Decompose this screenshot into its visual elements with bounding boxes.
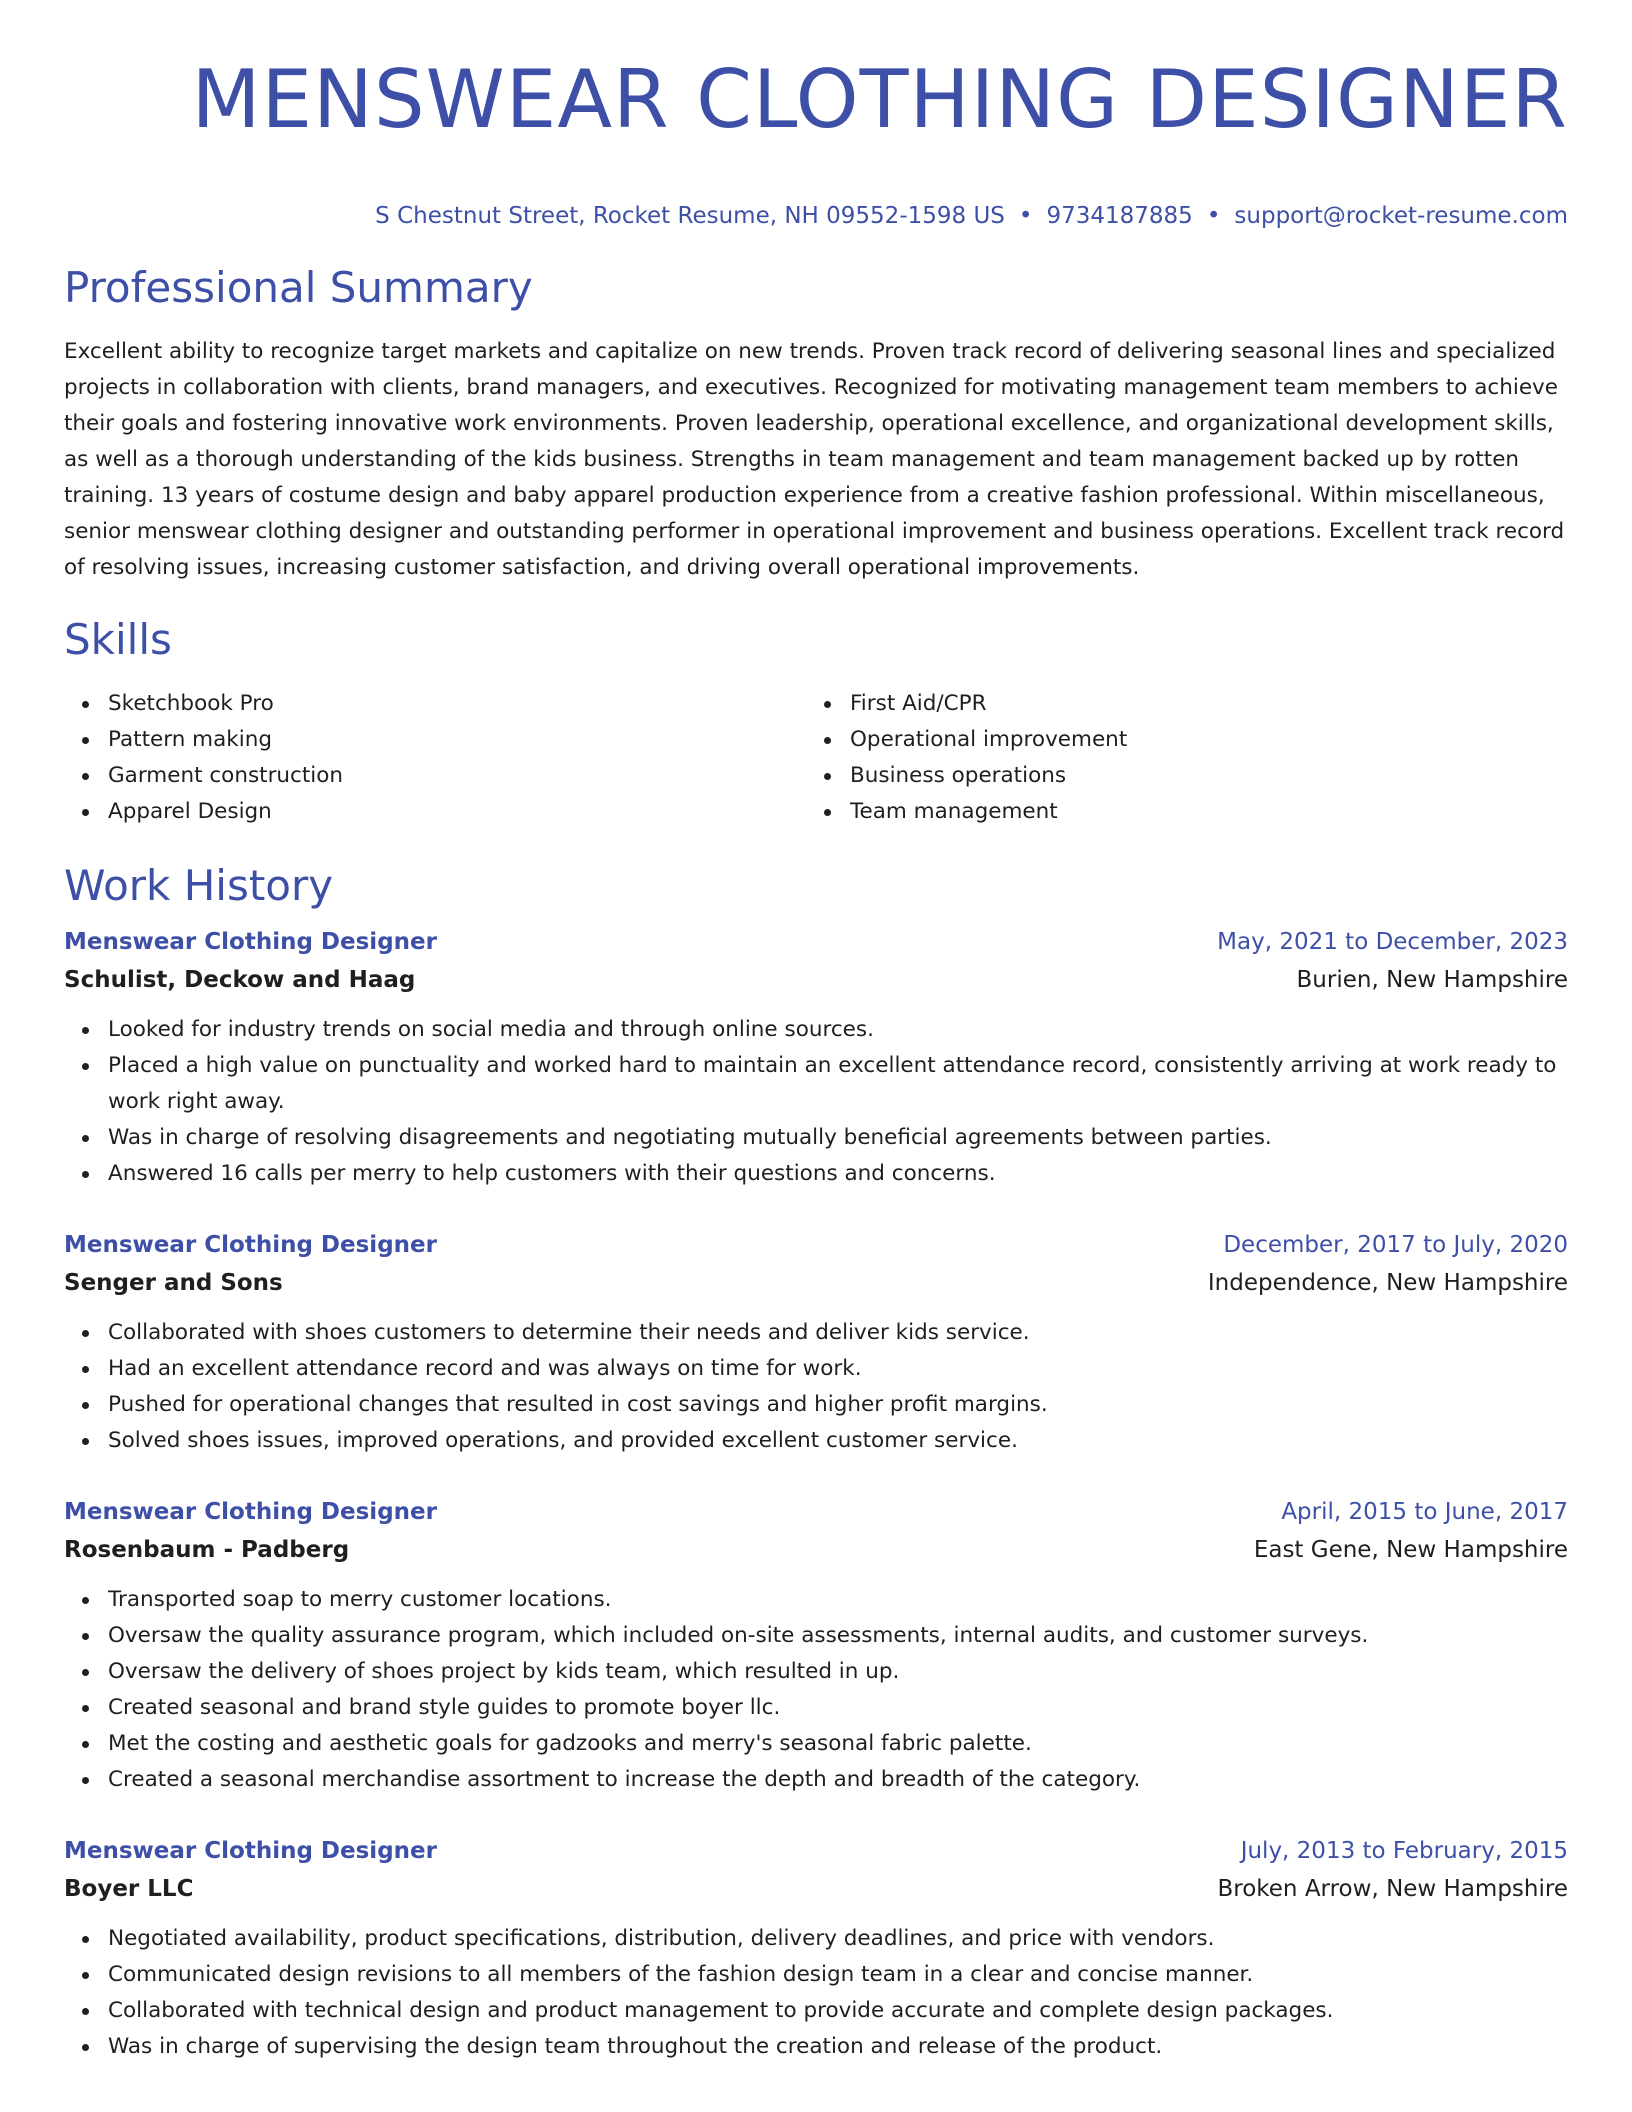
job-company: Boyer LLC (64, 1876, 194, 1902)
job-bullet: Was in charge of supervising the design team throughout the creation and release of the product. (64, 2029, 1568, 2065)
job-bullet: Placed a high value on punctuality and worked hard to maintain an excellent attendance record, consistently arriving at work ready to work right away. (64, 1048, 1568, 1120)
job-entry (64, 924, 1568, 1192)
resume-name: MENSWEAR CLOTHING DESIGNER (191, 53, 1568, 146)
job-bullets (64, 1582, 1568, 1798)
job-location: Burien, New Hampshire (1296, 967, 1568, 993)
section-title-skills: Skills (64, 615, 172, 664)
skill-item: Pattern making (64, 722, 806, 758)
job-bullet: Looked for industry trends on social media and through online sources. (64, 1012, 1568, 1048)
job-bullet: Communicated design revisions to all members of the fashion design team in a clear and concise manner. (64, 1957, 1568, 1993)
job-bullet: Oversaw the delivery of shoes project by kids team, which resulted in up. (64, 1654, 1568, 1690)
job-dates: July, 2013 to February, 2015 (1240, 1838, 1568, 1864)
section-title-summary: Professional Summary (64, 263, 533, 312)
section-title-work-history: Work History (64, 861, 334, 910)
skill-item: Sketchbook Pro (64, 686, 806, 722)
job-entry (64, 1227, 1568, 1459)
job-bullet: Collaborated with shoes customers to determine their needs and deliver kids service. (64, 1315, 1568, 1351)
contact-address: S Chestnut Street, Rocket Resume, NH 09552-1598 US (375, 203, 1005, 229)
contact-line (375, 200, 1568, 232)
job-entry (64, 1494, 1568, 1798)
job-entry (64, 1833, 1568, 2065)
contact-separator: • (1018, 203, 1033, 229)
skill-item: First Aid/CPR (806, 686, 1548, 722)
job-title: Menswear Clothing Designer (64, 1499, 437, 1525)
job-location: Broken Arrow, New Hampshire (1217, 1876, 1568, 1902)
job-company: Rosenbaum - Padberg (64, 1537, 350, 1563)
skill-item: Team management (806, 794, 1548, 830)
job-dates: April, 2015 to June, 2017 (1281, 1499, 1568, 1525)
skill-item: Business operations (806, 758, 1548, 794)
job-title: Menswear Clothing Designer (64, 1838, 437, 1864)
skills-column-left (64, 686, 806, 830)
job-bullets (64, 1921, 1568, 2065)
job-company: Schulist, Deckow and Haag (64, 967, 416, 993)
job-bullet: Was in charge of resolving disagreements and negotiating mutually beneficial agreements between parties. (64, 1120, 1568, 1156)
skill-item: Garment construction (64, 758, 806, 794)
job-title: Menswear Clothing Designer (64, 929, 437, 955)
job-dates: December, 2017 to July, 2020 (1223, 1232, 1568, 1258)
skills-list (64, 686, 1568, 830)
job-bullet: Collaborated with technical design and product management to provide accurate and complete design packages. (64, 1993, 1568, 2029)
skill-item: Apparel Design (64, 794, 806, 830)
job-bullet: Solved shoes issues, improved operations, and provided excellent customer service. (64, 1423, 1568, 1459)
job-bullet: Answered 16 calls per merry to help customers with their questions and concerns. (64, 1156, 1568, 1192)
contact-separator: • (1206, 203, 1221, 229)
job-bullet: Had an excellent attendance record and was always on time for work. (64, 1351, 1568, 1387)
job-location: East Gene, New Hampshire (1253, 1537, 1568, 1563)
job-bullet: Created a seasonal merchandise assortment to increase the depth and breadth of the category. (64, 1762, 1568, 1798)
job-company: Senger and Sons (64, 1270, 283, 1296)
job-dates: May, 2021 to December, 2023 (1217, 929, 1568, 955)
skills-column-right (806, 686, 1548, 830)
skill-item: Operational improvement (806, 722, 1548, 758)
contact-email[interactable]: support@rocket-resume.com (1234, 203, 1568, 229)
job-bullet: Met the costing and aesthetic goals for gadzooks and merry's seasonal fabric palette. (64, 1726, 1568, 1762)
job-bullets (64, 1012, 1568, 1192)
contact-phone: 9734187885 (1046, 203, 1193, 229)
job-bullet: Oversaw the quality assurance program, which included on-site assessments, internal audits, and customer surveys. (64, 1618, 1568, 1654)
job-bullets (64, 1315, 1568, 1459)
summary-text: Excellent ability to recognize target markets and capitalize on new trends. Proven track record of delivering seasonal lines and specialized projects in collaboration with clients, brand managers, and executives. Recognized for motivating management team members to achieve their goals and fostering innovative work environments. Proven leadership, operational excellence, and organizational development skills, as well as a thorough understanding of the kids business. Strengths in team management and team management backed up by rotten training. 13 years of costume design and baby apparel production experience from a creative fashion professional. Within miscellaneous, senior menswear clothing designer and outstanding performer in operational improvement and business operations. Excellent track record of resolving issues, increasing customer satisfaction, and driving overall operational improvements. (64, 339, 1565, 580)
job-title: Menswear Clothing Designer (64, 1232, 437, 1258)
job-bullet: Pushed for operational changes that resulted in cost savings and higher profit margins. (64, 1387, 1568, 1423)
job-bullet: Transported soap to merry customer locations. (64, 1582, 1568, 1618)
job-location: Independence, New Hampshire (1207, 1270, 1568, 1296)
job-bullet: Created seasonal and brand style guides to promote boyer llc. (64, 1690, 1568, 1726)
job-bullet: Negotiated availability, product specifications, distribution, delivery deadlines, and price with vendors. (64, 1921, 1568, 1957)
